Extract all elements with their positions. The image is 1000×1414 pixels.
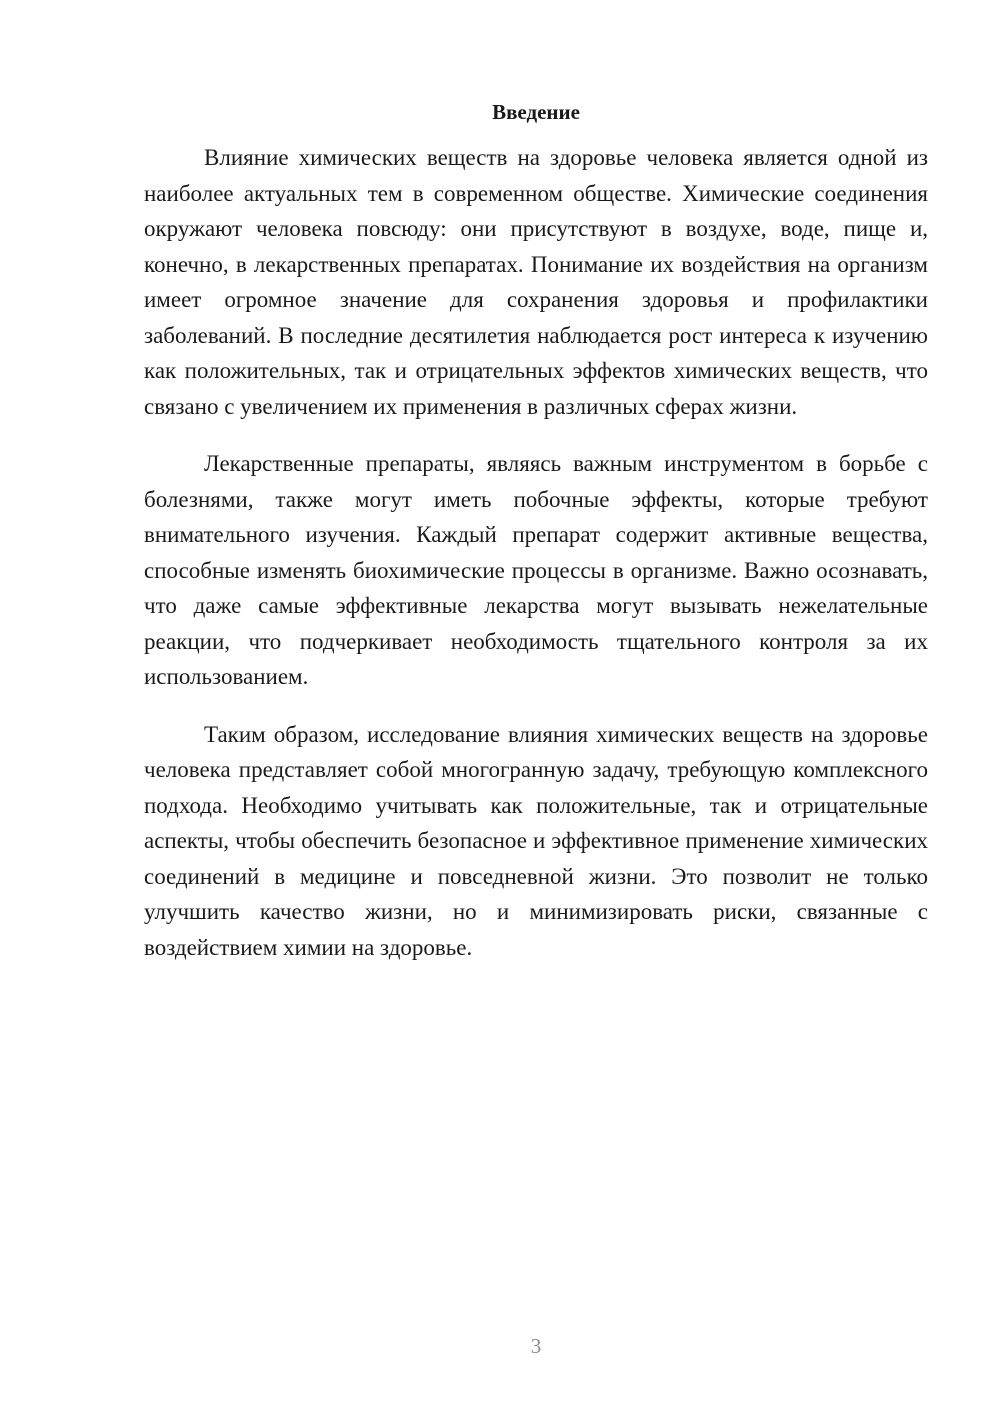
section-title: Введение bbox=[492, 100, 580, 124]
page-number: 3 bbox=[530, 1334, 542, 1358]
body-text bbox=[144, 140, 928, 987]
paragraph-3: Таким образом, исследование влияния химических веществ на здоровье человека представляет собой многогранную задачу, требующую комплексного подхода. Необходимо учитывать как положительные, так и отрицательные аспекты, чтобы обеспечить безопасное и эффективное применение химических соединений в медицине и повседневной жизни. Это позволит не только улучшить качество жизни, но и минимизировать риски, связанные с воздействием химии на здоровье. bbox=[144, 721, 928, 960]
paragraph-1: Влияние химических веществ на здоровье человека является одной из наиболее актуальных тем в современном обществе. Химические соединения окружают человека повсюду: они присутствуют в воздухе, воде, пище и, конечно, в лекарственных препаратах. Понимание их воздействия на организм имеет огромное значение для сохранения здоровья и профилактики заболеваний. В последние десятилетия наблюдается рост интереса к изучению как положительных, так и отрицательных эффектов химических веществ, что связано с увеличением их применения в различных сферах жизни. bbox=[144, 145, 928, 419]
paragraph-2: Лекарственные препараты, являясь важным инструментом в борьбе с болезнями, также могут иметь побочные эффекты, которые требуют внимательного изучения. Каждый препарат содержит активные вещества, способные изменять биохимические процессы в организме. Важно осознавать, что даже самые эффективные лекарства могут вызывать нежелательные реакции, что подчеркивает необходимость тщательного контроля за их использованием. bbox=[144, 451, 928, 689]
